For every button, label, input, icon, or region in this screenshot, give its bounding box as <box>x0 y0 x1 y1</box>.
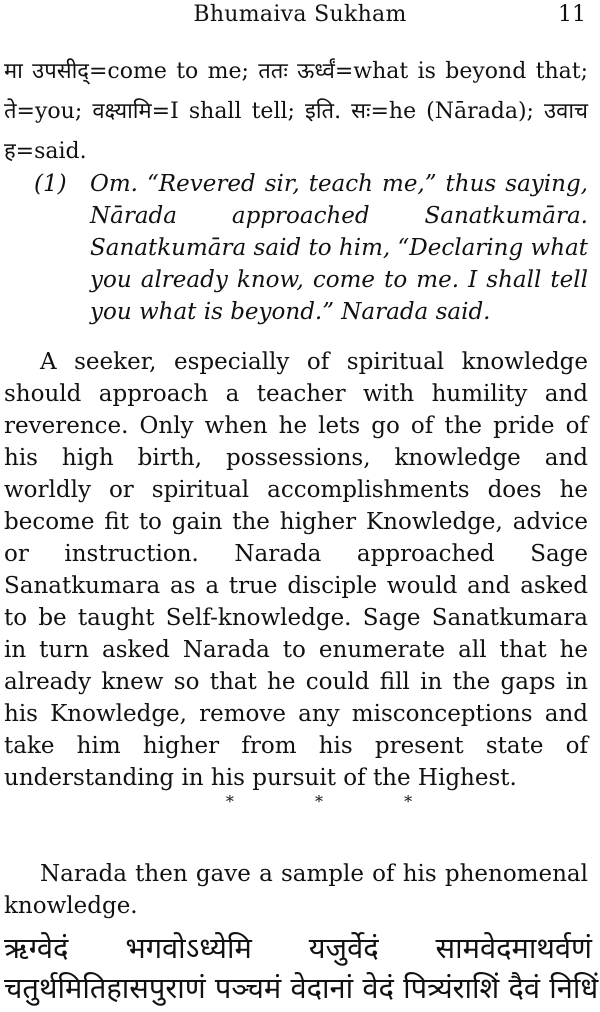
commentary-paragraph-1-text: A seeker, especially of spiritual knowledge should approach a teacher with humility and reverence. Only when he lets go of the pride of his high birth, possessions, knowledge and worldly or spiritual accomplishments does he become fit to gain the higher Knowledge, advice or instruction. Narada approached Sage Sanatkumara as a true disciple would and asked to be taught Self-knowledge. Sage Sanatkumara in turn asked Narada to enumerate all that he already knew so that he could fill in the gaps in his Knowledge, remove any misconceptions and take him higher from his present state of understanding in his pursuit of the Highest. <box>4 349 588 791</box>
word-gloss: मा उपसीद्=come to me; ततः ऊर्ध्वं=what is beyond that; ते=you; वक्ष्यामि=I shall tell; इति. सः=he (Nārada); उवाच ह=said. <box>4 59 588 164</box>
commentary-paragraph-1 <box>4 346 588 794</box>
page-number: 11 <box>558 2 586 27</box>
commentary-paragraph-2: Narada then gave a sample of his phenomenal knowledge. <box>4 861 588 919</box>
verse-translation <box>34 168 588 328</box>
verse-number: (1) <box>34 171 67 197</box>
sanskrit-line-1: ऋग्वेदं भगवोऽध्येमि यजुर्वेदं सामवेदमाथर्वणं <box>4 931 592 965</box>
section-separator: * * * <box>225 792 451 811</box>
sanskrit-verse <box>4 928 599 1008</box>
verse-text: Om. “Revered sir, teach me,” thus saying, Nārada approached Sanatkumāra. Sanatkumāra said to him, “Declaring what you already know, come to me. I shall tell you what is beyond.” Narada said. <box>90 171 588 325</box>
sanskrit-line-2: चतुर्थमितिहासपुराणं पञ्चमं वेदानां वेदं पित्र्यंराशिं दैवं निधिं <box>4 971 599 1005</box>
page-header <box>0 0 600 30</box>
running-title: Bhumaiva Sukham <box>193 2 407 27</box>
